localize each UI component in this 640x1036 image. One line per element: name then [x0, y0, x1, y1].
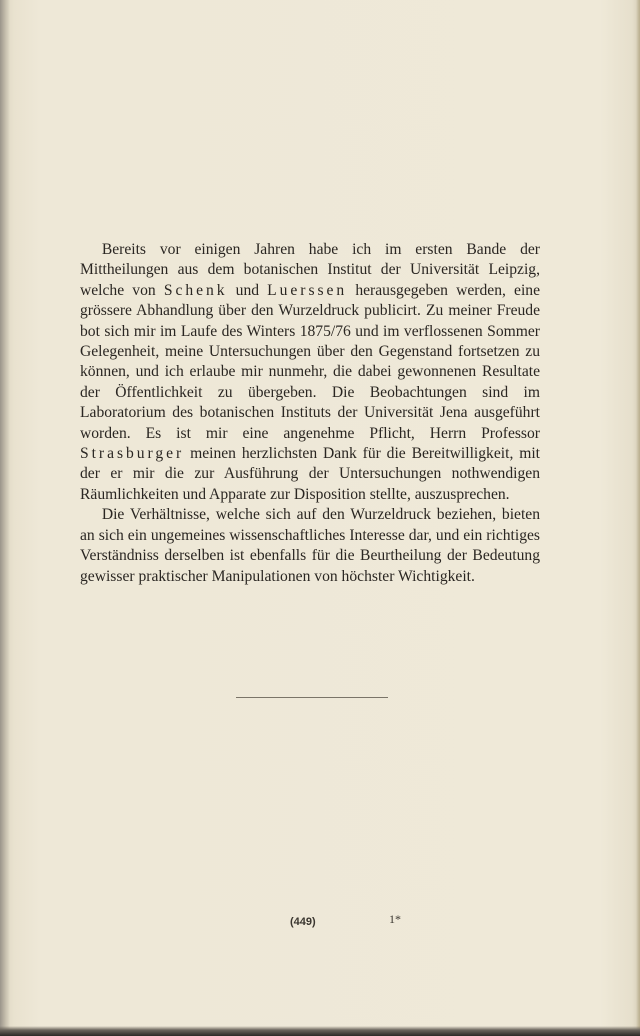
person-name-luerssen: Luerssen [267, 281, 348, 299]
paragraph-1-text-d: meinen herzlichsten Dank für die Bereitwilligkeit, mit der er mir die zur Ausführung der Untersuchungen nothwendigen Räumlichkeiten und Apparate zur Disposition stellte, auszusprechen. [80, 445, 540, 503]
paragraph-2: Die Verhältnisse, welche sich auf den Wurzeldruck beziehen, bieten an sich ein ungemeines wissenschaftliches Interesse dar, und ein richtiges Verständniss derselben ist ebenfalls für die Beurtheilung der Bedeutung gewisser praktischer Manipulationen von höchster Wichtigkeit. [80, 506, 540, 585]
person-name-schenk: Schenk [163, 281, 228, 299]
page-edge-bottom [0, 1026, 640, 1036]
page-reference: (449) [290, 916, 316, 928]
paragraph-1-text-b: und [227, 281, 268, 299]
separator-rule [236, 697, 388, 698]
person-name-strasburger: Strasburger [80, 445, 185, 463]
signature-mark: 1* [389, 912, 401, 926]
spine-shadow [0, 0, 10, 1036]
paragraph-1-text-c: herausgegeben werden, eine grössere Abhandlung über den Wurzeldruck publicirt. Zu meiner Freude bot sich mir im Laufe des Winters 1875/76 und im verflossenen Sommer Gelegenheit, meine Untersuchungen über den Gegenstand fortsetzen zu können, und ich erlaube mir nunmehr, die dabei gewonnenen Resultate der Öffentlichkeit zu übergeben. Die Beobachtungen sind im Laboratorium des botanischen Instituts der Universität Jena ausgeführt worden. Es ist mir eine angenehme Pflicht, Herrn Professor [80, 281, 540, 442]
page-edge-right [636, 0, 640, 1036]
paragraph-1-text-a: Bereits vor einigen Jahren habe ich im ersten Bande der Mittheilungen aus dem botanischen Institut der Universität Leipzig, welche von [80, 241, 540, 299]
paragraph-1 [80, 240, 540, 505]
body-text [80, 240, 540, 587]
